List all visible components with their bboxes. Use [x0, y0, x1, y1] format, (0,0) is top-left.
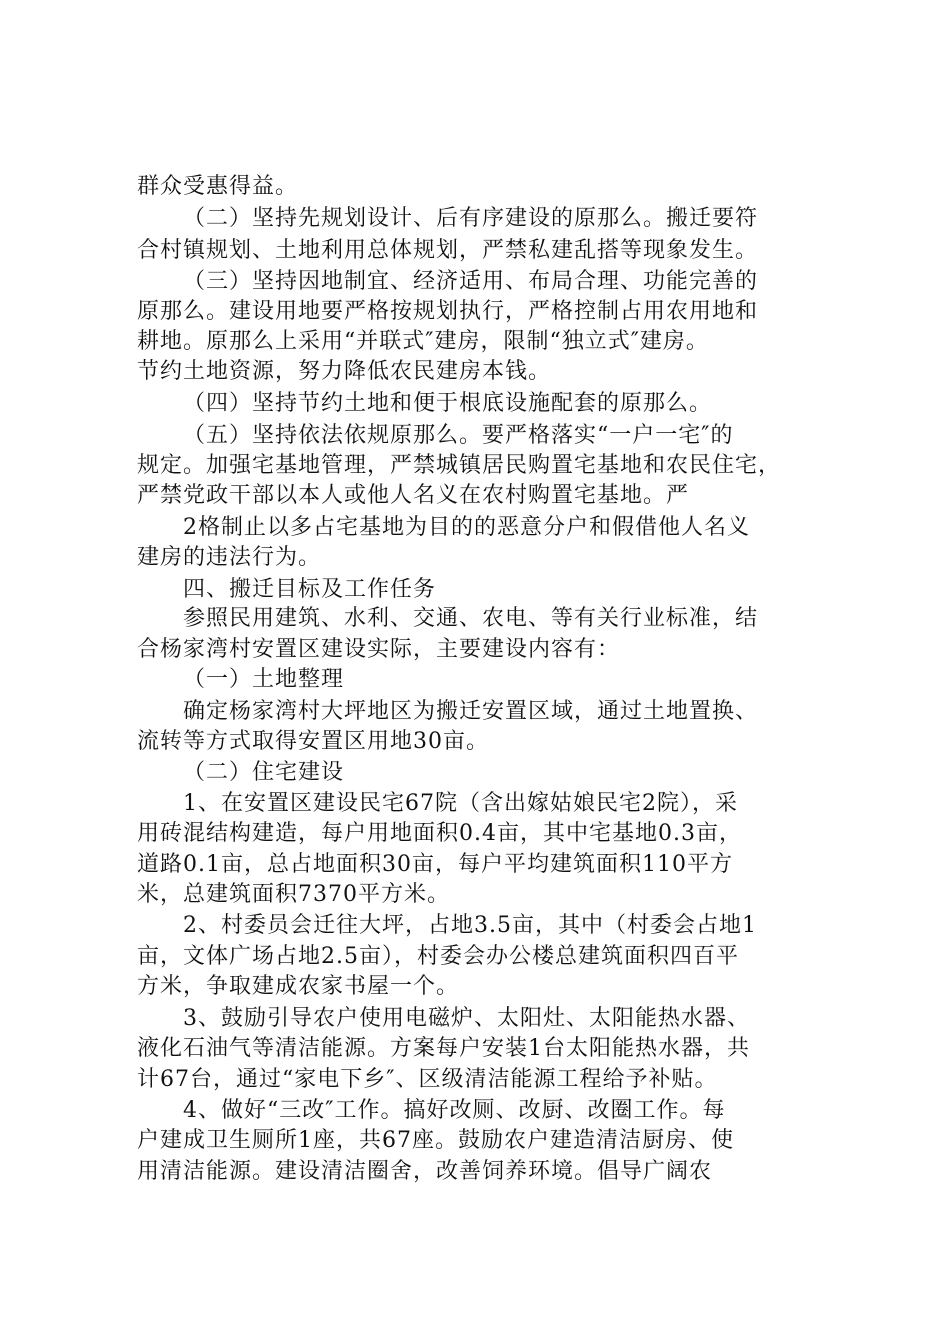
- text-line: 合村镇规划、土地利用总体规划，严禁私建乱搭等现象发生。: [137, 238, 759, 263]
- text-line: 合杨家湾村安置区建设实际，主要建设内容有：: [137, 637, 621, 662]
- text-line: 节约土地资源，努力降低农民建房本钱。: [137, 359, 552, 384]
- text-line: 方米，争取建成农家书屋一个。: [137, 974, 460, 999]
- section-heading: 四、搬迁目标及工作任务: [183, 577, 437, 602]
- text-line: 米，总建筑面积7370平方米。: [137, 882, 450, 907]
- text-line: 计67台，通过“家电下乡″、区级清洁能源工程给予补贴。: [137, 1067, 718, 1092]
- subsection-heading: （二）住宅建设: [183, 760, 345, 785]
- text-line: （二）坚持先规划设计、后有序建设的原那么。搬迁要符: [183, 206, 759, 231]
- text-line: 严禁党政干部以本人或他人名义在农村购置宅基地。严: [137, 483, 690, 508]
- text-line: （三）坚持因地制宜、经济适用、布局合理、功能完善的: [183, 269, 759, 294]
- text-line: 4、做好“三改″工作。搞好改厕、改厨、改圈工作。每: [183, 1098, 726, 1123]
- text-line: 原那么。建设用地要严格按规划执行，严格控制占用农用地和: [137, 299, 759, 324]
- text-line: 确定杨家湾村大坪地区为搬迁安置区域，通过土地置换、: [183, 699, 759, 724]
- text-line: 参照民用建筑、水利、交通、农电、等有关行业标准，结: [183, 606, 759, 631]
- text-line: 道路0.1亩，总占地面积30亩，每户平均建筑面积110平方: [137, 852, 733, 877]
- text-line: 亩，文体广场占地2.5亩），村委会办公楼总建筑面积四百平: [137, 944, 739, 969]
- text-line: 群众受惠得益。: [137, 174, 299, 199]
- text-line: （五）坚持依法依规原那么。要严格落实“一户一宅″的: [183, 423, 734, 448]
- text-line: 2、村委员会迁往大坪，占地3.5亩，其中（村委会占地1: [183, 913, 757, 938]
- text-line: 户建成卫生厕所1座，共67座。鼓励农户建造清洁厨房、使: [137, 1128, 734, 1153]
- text-line: （四）坚持节约土地和便于根底设施配套的原那么。: [183, 391, 713, 416]
- text-line: 耕地。原那么上采用“并联式″建房，限制“独立式″建房。: [137, 329, 709, 354]
- text-line: 2格制止以多占宅基地为目的的恶意分户和假借他人名义: [183, 515, 750, 540]
- text-line: 规定。加强宅基地管理，严禁城镇居民购置宅基地和农民住宅，: [137, 453, 782, 478]
- text-line: 3、鼓励引导农户使用电磁炉、太阳灶、太阳能热水器、: [183, 1006, 750, 1031]
- text-line: 用清洁能源。建设清洁圈舍，改善饲养环境。倡导广阔农: [137, 1159, 713, 1184]
- text-line: 用砖混结构建造，每户用地面积0.4亩，其中宅基地0.3亩，: [137, 821, 742, 846]
- text-line: 建房的违法行为。: [137, 545, 322, 570]
- text-line: 流转等方式取得安置区用地30亩。: [137, 729, 489, 754]
- text-line: 1、在安置区建设民宅67院（含出嫁姑娘民宅2院），采: [183, 791, 738, 816]
- text-line: 液化石油气等清洁能源。方案每户安装1台太阳能热水器，共: [137, 1036, 750, 1061]
- subsection-heading: （一）土地整理: [183, 667, 345, 692]
